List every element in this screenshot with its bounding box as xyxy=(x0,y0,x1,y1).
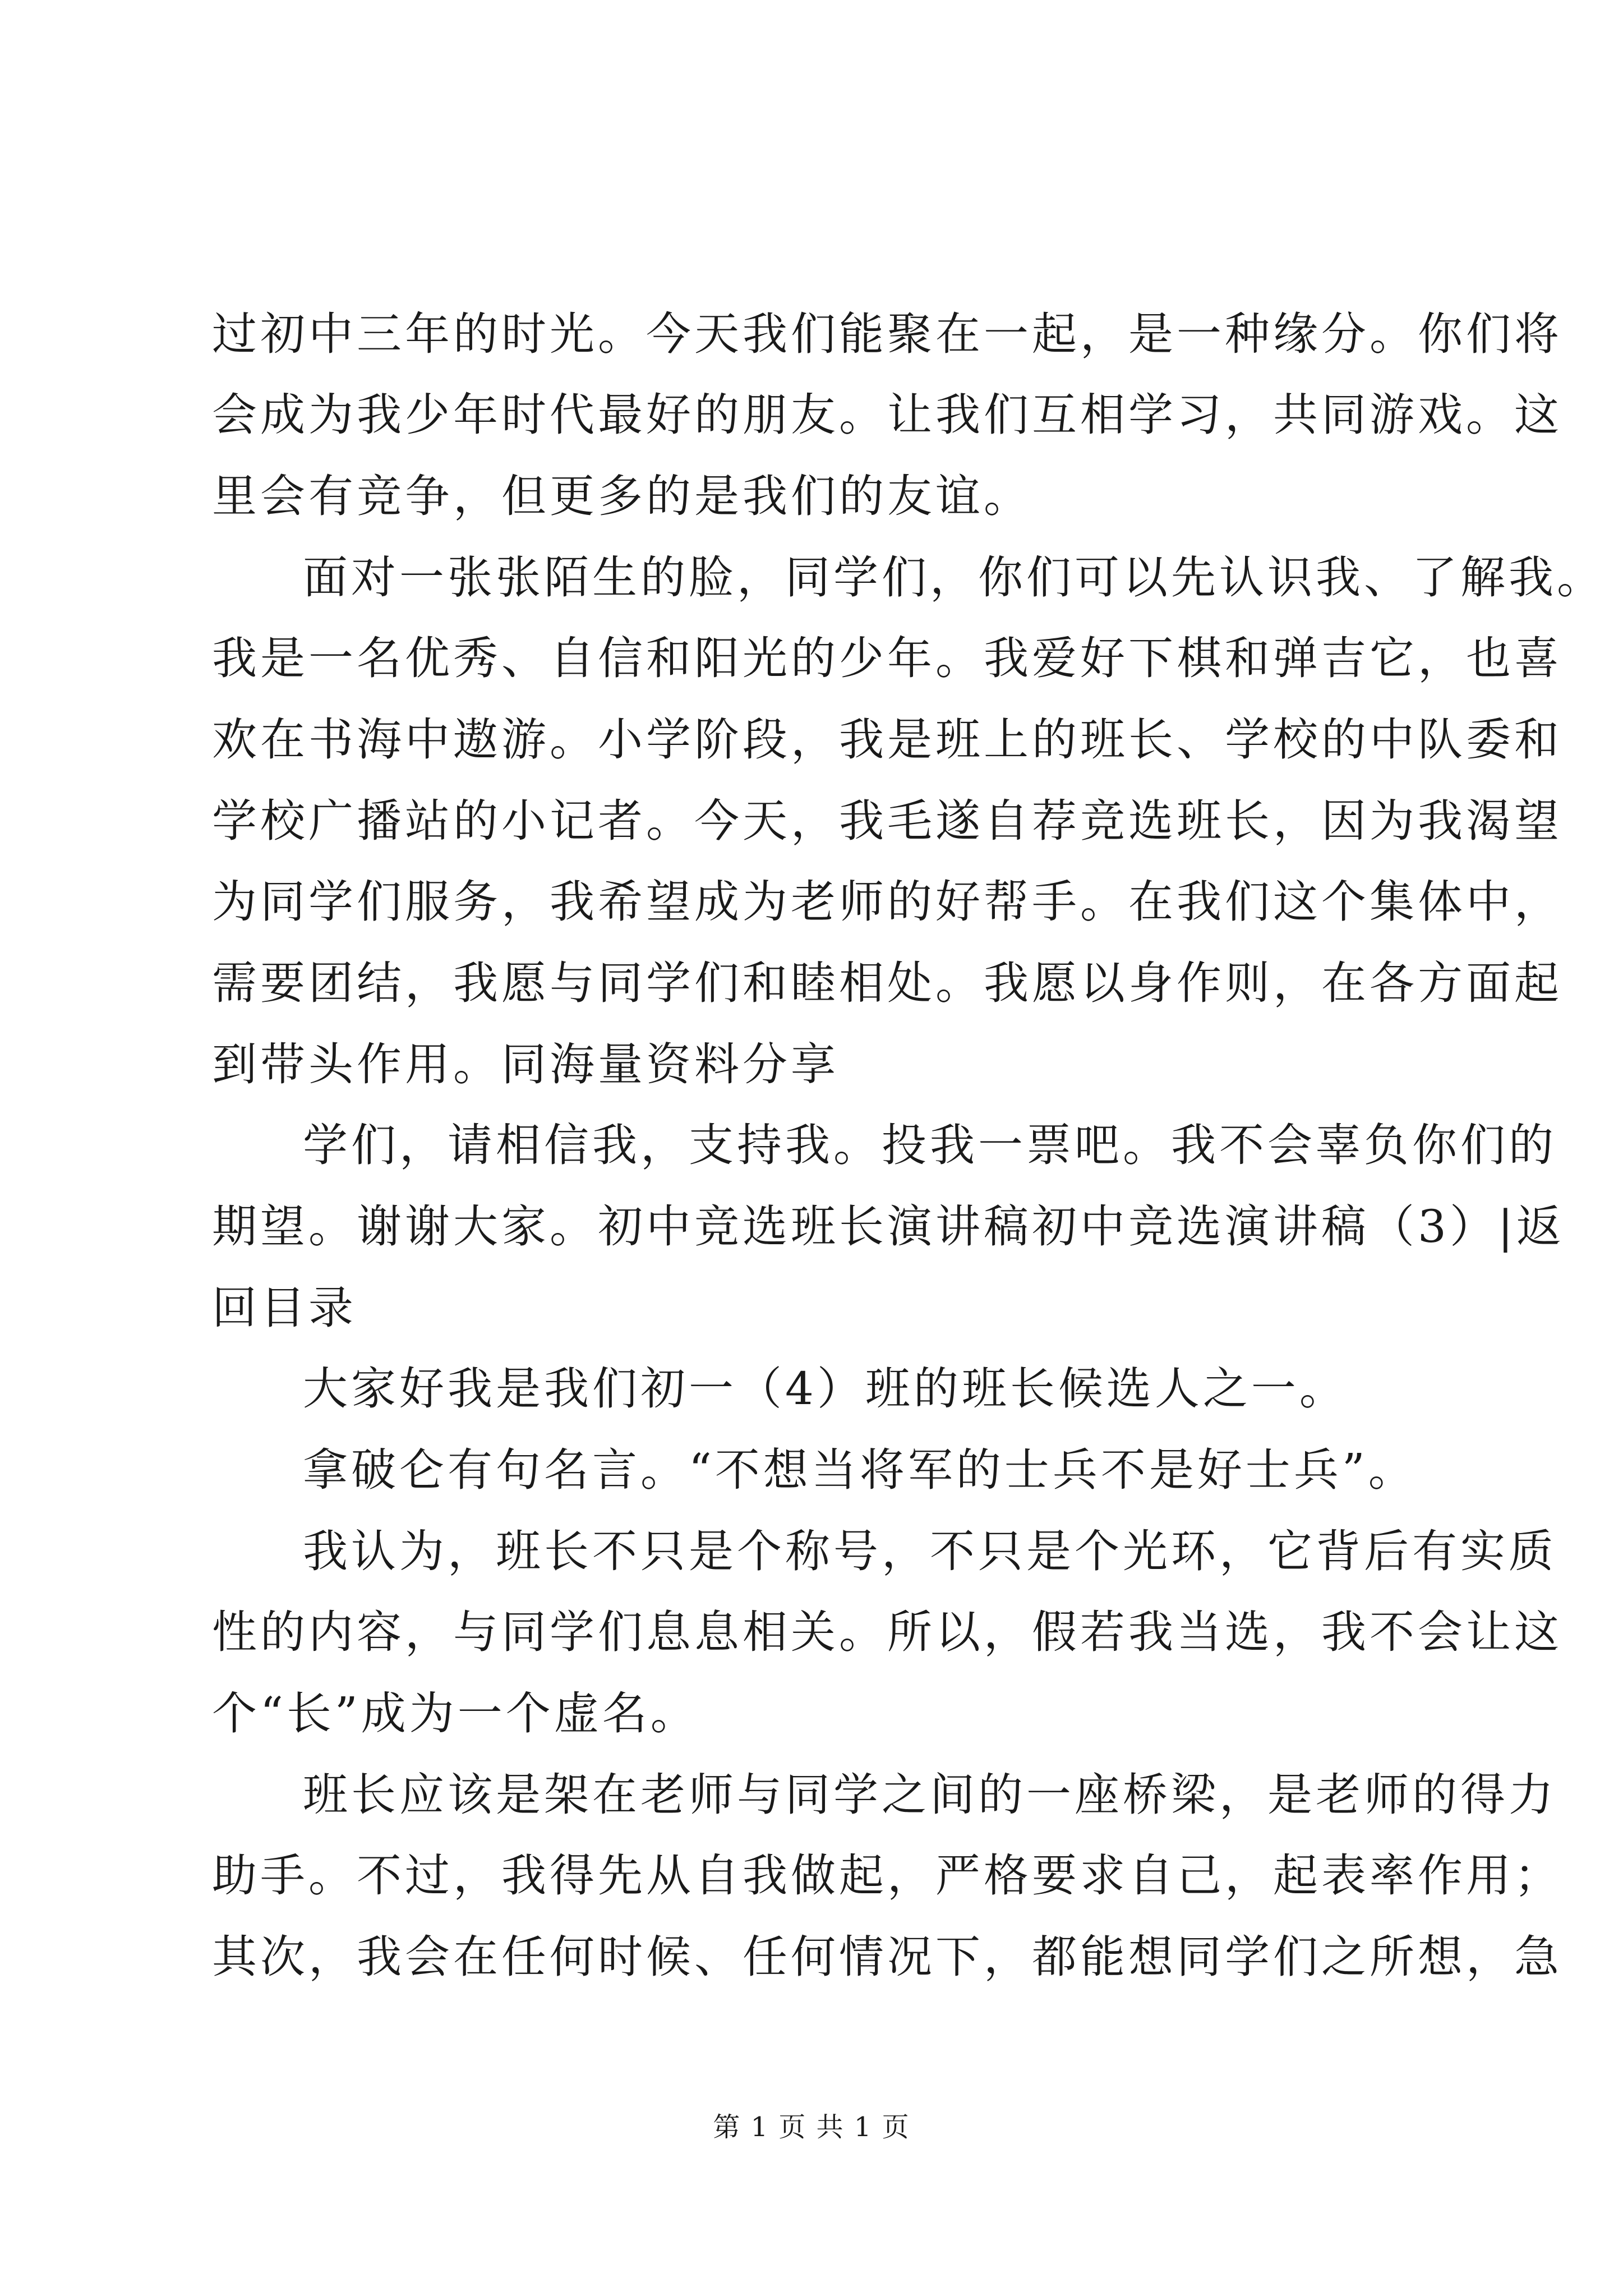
text-line: 其次，我会在任何时候、任何情况下，都能想同学们之所想，急 xyxy=(212,1931,1562,1983)
text-line: 助手。不过，我得先从自我做起，严格要求自己，起表率作用； xyxy=(212,1849,1562,1902)
text-line: 到带头作用。同海量资料分享 xyxy=(212,1038,839,1091)
text-line: 期望。谢谢大家。初中竞选班长演讲稿初中竞选演讲稿（3）|返 xyxy=(212,1200,1565,1253)
text-line: 会成为我少年时代最好的朋友。让我们互相学习，共同游戏。这 xyxy=(212,389,1562,441)
text-line: 欢在书海中遨游。小学阶段，我是班上的班长、学校的中队委和 xyxy=(212,714,1562,766)
page-number-footer: 第 1 页 共 1 页 xyxy=(713,2111,910,2143)
text-line: 为同学们服务，我希望成为老师的好帮手。在我们这个集体中， xyxy=(212,876,1562,928)
text-line: 拿破仑有句名言。“不想当将军的士兵不是好士兵”。 xyxy=(303,1444,1417,1496)
text-line: 里会有竞争，但更多的是我们的友谊。 xyxy=(212,470,1032,522)
text-line: 个“长”成为一个虚名。 xyxy=(212,1687,699,1740)
text-line: 我是一名优秀、自信和阳光的少年。我爱好下棋和弹吉它，也喜 xyxy=(212,632,1562,684)
text-line: 班长应该是架在老师与同学之间的一座桥梁，是老师的得力 xyxy=(303,1769,1557,1821)
text-line: 我认为，班长不只是个称号，不只是个光环，它背后有实质 xyxy=(303,1525,1557,1577)
text-line: 性的内容，与同学们息息相关。所以，假若我当选，我不会让这 xyxy=(212,1606,1562,1658)
text-line: 回目录 xyxy=(212,1282,357,1334)
text-line: 需要团结，我愿与同学们和睦相处。我愿以身作则，在各方面起 xyxy=(212,957,1562,1009)
text-line: 学校广播站的小记者。今天，我毛遂自荐竞选班长，因为我渴望 xyxy=(212,795,1562,847)
text-line: 面对一张张陌生的脸，同学们，你们可以先认识我、了解我。 xyxy=(303,551,1605,604)
text-line: 大家好我是我们初一（4）班的班长候选人之一。 xyxy=(303,1363,1348,1415)
text-line: 学们，请相信我，支持我。投我一票吧。我不会辜负你们的 xyxy=(303,1119,1557,1171)
text-line: 过初中三年的时光。今天我们能聚在一起，是一种缘分。你们将 xyxy=(212,308,1562,360)
